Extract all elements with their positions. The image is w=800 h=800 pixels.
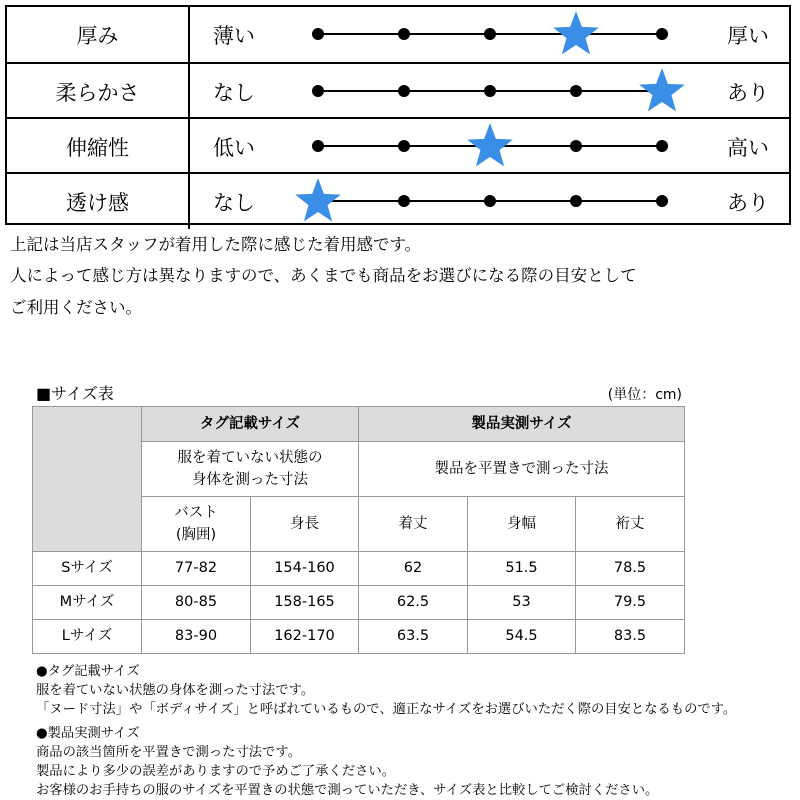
rating-scale bbox=[7, 7, 789, 62]
rating-min-label: なし bbox=[213, 80, 255, 105]
col-header-length: 着丈 bbox=[359, 497, 468, 552]
col-header-width: 身幅 bbox=[468, 497, 576, 552]
sleeve-value: 83.5 bbox=[576, 620, 685, 654]
rating-row-sheerness bbox=[7, 172, 789, 229]
bust-value: 80-85 bbox=[142, 586, 251, 620]
length-value: 62 bbox=[359, 552, 468, 586]
length-value: 62.5 bbox=[359, 586, 468, 620]
scale-dot bbox=[312, 28, 324, 40]
size-table-unit: (単位：cm) bbox=[607, 387, 682, 403]
scale-dot bbox=[656, 140, 668, 152]
rating-row-softness bbox=[7, 62, 789, 119]
scale-dot bbox=[312, 140, 324, 152]
tag-size-header: タグ記載サイズ bbox=[142, 407, 359, 442]
actual-size-header: 製品実測サイズ bbox=[359, 407, 685, 442]
feel-note-line: 上記は当店スタッフが着用した際に感じた着用感です。 bbox=[10, 235, 422, 254]
scale-dot bbox=[312, 85, 324, 97]
rating-max-label: 高い bbox=[727, 135, 769, 160]
table-row bbox=[33, 586, 685, 620]
rating-max-label: 厚い bbox=[727, 23, 769, 48]
feel-note-line: 人によって感じ方は異なりますので、あくまでも商品をお選びになる際の目安として bbox=[10, 266, 637, 285]
scale-dot bbox=[484, 195, 496, 207]
rating-max-label: あり bbox=[727, 190, 769, 215]
rating-scale bbox=[7, 119, 789, 174]
sleeve-value: 78.5 bbox=[576, 552, 685, 586]
feel-rating-table bbox=[5, 5, 791, 225]
bust-value: 83-90 bbox=[142, 620, 251, 654]
footnote-line: 製品により多少の誤差がありますので予めご了承ください。 bbox=[36, 764, 396, 779]
scale-dot bbox=[398, 195, 410, 207]
rating-star-icon bbox=[295, 178, 341, 221]
rating-label: 柔らかさ bbox=[7, 64, 190, 119]
rating-row-stretch bbox=[7, 117, 789, 174]
tag-size-desc bbox=[142, 442, 359, 497]
scale-dot bbox=[484, 85, 496, 97]
col-header-bust-line: (胸囲) bbox=[175, 527, 217, 543]
tag-size-desc-line: 服を着ていない状態の bbox=[177, 449, 323, 466]
feel-note-line: ご利用ください。 bbox=[10, 298, 142, 317]
col-header-bust bbox=[142, 497, 251, 552]
rating-label: 透け感 bbox=[7, 174, 190, 229]
footnote-tag-title: ●タグ記載サイズ bbox=[36, 664, 140, 679]
rating-star-icon bbox=[553, 11, 599, 54]
scale-dot bbox=[398, 28, 410, 40]
footnote-line: 「ヌード寸法」や「ボディサイズ」と呼ばれているもので、適正なサイズをお選びいただく際の目安となるものです。 bbox=[36, 702, 737, 717]
rating-star-icon bbox=[467, 123, 513, 166]
scale-dot bbox=[398, 85, 410, 97]
length-value: 63.5 bbox=[359, 620, 468, 654]
height-value: 162-170 bbox=[251, 620, 359, 654]
height-value: 158-165 bbox=[251, 586, 359, 620]
scale-dot bbox=[656, 195, 668, 207]
rating-scale bbox=[7, 174, 789, 229]
scale-dot bbox=[398, 140, 410, 152]
rating-label: 厚み bbox=[7, 7, 190, 62]
rating-star-icon bbox=[639, 68, 685, 111]
size-table-title: ■サイズ表 bbox=[36, 384, 114, 403]
table-row bbox=[33, 552, 685, 586]
sleeve-value: 79.5 bbox=[576, 586, 685, 620]
scale-dot bbox=[484, 28, 496, 40]
rating-min-label: 薄い bbox=[213, 23, 255, 48]
scale-dot bbox=[570, 195, 582, 207]
rating-row-thickness bbox=[7, 7, 789, 62]
size-name: Mサイズ bbox=[33, 586, 142, 620]
rating-scale bbox=[7, 64, 789, 119]
col-header-bust-line: バスト bbox=[174, 504, 218, 521]
col-header-sleeve: 裄丈 bbox=[576, 497, 685, 552]
width-value: 51.5 bbox=[468, 552, 576, 586]
actual-size-desc: 製品を平置きで測った寸法 bbox=[359, 442, 685, 497]
tag-size-desc-line: 身体を測った寸法 bbox=[192, 472, 308, 488]
footnote-line: 服を着ていない状態の身体を測った寸法です。 bbox=[36, 683, 315, 698]
rating-min-label: 低い bbox=[213, 135, 255, 160]
size-name: Lサイズ bbox=[33, 620, 142, 654]
corner-cell bbox=[33, 407, 142, 552]
scale-dot bbox=[656, 28, 668, 40]
rating-min-label: なし bbox=[213, 190, 255, 215]
rating-label: 伸縮性 bbox=[7, 119, 190, 174]
footnote-line: お客様のお手持ちの服のサイズを平置きの状態で測っていただき、サイズ表と比較してご検討ください。 bbox=[36, 783, 659, 798]
scale-dot bbox=[570, 85, 582, 97]
width-value: 53 bbox=[468, 586, 576, 620]
table-row bbox=[33, 620, 685, 654]
size-name: Sサイズ bbox=[33, 552, 142, 586]
footnote-line: 商品の該当箇所を平置きで測った寸法です。 bbox=[36, 745, 301, 760]
col-header-height: 身長 bbox=[251, 497, 359, 552]
footnote-actual-title: ●製品実測サイズ bbox=[36, 726, 140, 741]
width-value: 54.5 bbox=[468, 620, 576, 654]
bust-value: 77-82 bbox=[142, 552, 251, 586]
size-table bbox=[32, 406, 685, 654]
scale-dot bbox=[570, 140, 582, 152]
rating-max-label: あり bbox=[727, 80, 769, 105]
height-value: 154-160 bbox=[251, 552, 359, 586]
